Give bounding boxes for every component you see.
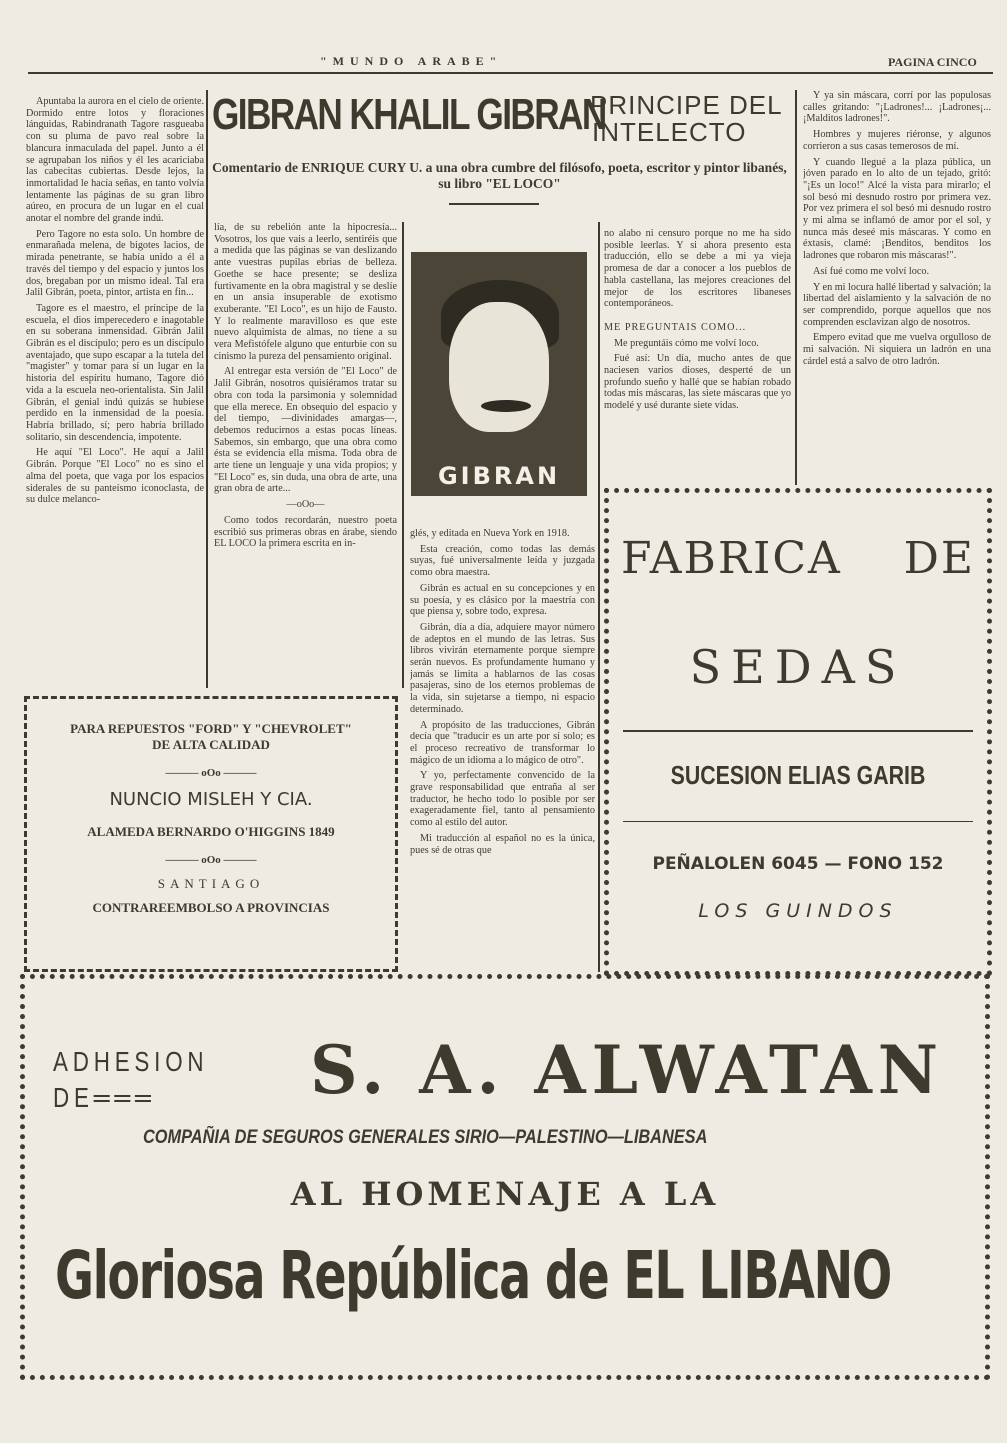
ad-sedas-title: SEDAS <box>689 640 907 694</box>
article-column-3 <box>410 528 595 973</box>
ad-rule <box>623 821 973 823</box>
paragraph: Como todos recordarán, nuestro poeta escribió sus primeras obras en árabe, siendo EL LOCO la primera escrita en in- <box>214 514 397 550</box>
ad-nuncio-misleh <box>24 696 398 972</box>
byline-rule <box>449 203 539 205</box>
paragraph: Pero Tagore no esta solo. Un hombre de enmarañada melena, de bigotes lacios, de mirada penetrante, se había unido a él a través del tiempo y del espacio y juntos los dos, bregaban por un mismo ideal. Tal era Jalil Gibrán, poeta, pintor, artista en fin... <box>26 228 204 299</box>
ad-sedas-word1: FABRICA <box>621 533 842 584</box>
subhead-line-1: PRINCIPE DEL <box>590 90 783 120</box>
paragraph: Fué así: Un día, mucho antes de que naciesen varios dioses, desperté de un profundo sueño y hallé que se habían robado todas mis máscaras, las siete máscaras que yo modelé y usé durante siete vidas. <box>604 353 791 412</box>
ad-sedas-address: PEÑALOLEN 6045 — FONO 152 <box>652 854 944 874</box>
article-column-4 <box>604 228 791 478</box>
ad-sedas-company: SUCESION ELIAS GARIB <box>670 759 926 790</box>
ad-alwatan-description: COMPAÑIA DE SEGUROS GENERALES SIRIO—PALESTINO—LIBANESA <box>143 1127 708 1148</box>
ad-alwatan <box>20 974 990 1380</box>
ad-adhesion-label <box>53 1044 208 1116</box>
column-divider <box>402 222 404 688</box>
paragraph: lía, de su rebelión ante la hipocresía... Vosotros, los que vais a leerlo, sentiréis que a medida que las páginas se van deslizando ante vuestras pupilas ebrias de belleza. Goethe se hace presente; se desliza furtivamente en la obra magistral y se deslíe en un ansia insuperable de exotismo exuberante. "El Loco", es un hijo de Fausto. Y lo realmente maravilloso es que este nuevo alquimista de almas, no tiene a su vera Mefistófele alguno que enturbie con su cinismo la pureza del pensamiento original. <box>214 222 397 362</box>
ad-ford-note: CONTRAREEMBOLSO A PROVINCIAS <box>92 900 330 915</box>
column-divider <box>598 222 600 972</box>
paragraph: Y ya sin máscara, corrí por las populosas calles gritando: "¡Ladrones!... ¡Ladrones¡... ¡Malditos ladrones!". <box>803 90 991 125</box>
ad-alwatan-republica: Gloriosa República de EL LIBANO <box>55 1237 891 1314</box>
article-column-5 <box>803 90 991 485</box>
article-column-1 <box>26 96 204 686</box>
paragraph: Apuntaba la aurora en el cielo de oriente. Dormido entre lotos y floraciones lánguidas, Rabindranath Tagore rasgueaba con su pluma de pavo real sobre la blancura inmaculada del papel. Junto a él se agrupaban los niños y él les acariciaba las cabecitas cubiertas. Desde lejos, la inmortalidad le hacía señas, en tanto volvía lentamente las páginas de su gran libro aúreo, en procura de un lugar en el cual anotar el nombre del grande indú. <box>26 96 204 225</box>
column-divider <box>795 90 797 485</box>
article-subhead <box>590 92 783 146</box>
ad-sedas-word2: DE <box>903 533 975 584</box>
paragraph: glés, y editada en Nueva York en 1918. <box>410 528 570 539</box>
ad-sedas-place: LOS GUINDOS <box>698 900 898 922</box>
portrait-face <box>449 302 549 432</box>
gibran-portrait-image <box>411 252 587 496</box>
ad-alwatan-homenaje: AL HOMENAJE A LA <box>290 1175 720 1213</box>
ad-sedas-heading <box>609 533 987 584</box>
paragraph: Me preguntáis cómo me volví loco. <box>614 337 759 349</box>
paragraph: Hombres y mujeres riéronse, y algunos corrieron a sus casas temerosos de mí. <box>803 129 991 152</box>
subhead-line-2: INTELECTO <box>592 117 747 147</box>
paragraph: Esta creación, como todas las demás suyas, fué universalmente leída y juzgada como obra maestra. <box>410 543 595 579</box>
paragraph: no alabo ni censuro porque no me ha sido posible leerlas. Y si ahora presento esta traducción, ello se debe a mi ya vieja promesa de dar a conocer a los pueblos de habla castellana, las mejores creaciones del mejor de los escritores libaneses contemporáneos. <box>604 228 791 310</box>
ornament-separator: ——— oOo ——— <box>165 767 257 779</box>
ad-ford-company: NUNCIO MISLEH Y CIA. <box>109 789 313 810</box>
paragraph: Empero evitad que me vuelva orgulloso de mi salvación. Ni siquiera un ladrón en una cárdel está a salvo de otro ladrón. <box>803 332 991 367</box>
ad-rule <box>623 730 973 732</box>
page-number: PAGINA CINCO <box>888 55 977 69</box>
ad-alwatan-company: S. A. ALWATAN <box>310 1031 945 1109</box>
article-byline: Comentario de ENRIQUE CURY U. a una obra cumbre del filósofo, poeta, escritor y pintor libanés, su libro "EL LOCO" <box>212 160 787 191</box>
header-rule <box>28 72 993 74</box>
adhesion-line1: ADHESION <box>53 1046 209 1077</box>
paragraph: A propósito de las traducciones, Gibrán decía que "traducir es un arte por sí solo; es el proceso recreativo de transformar lo mágico de un idioma a lo mágico de otro". <box>410 719 595 766</box>
masthead-title: "MUNDO ARABE" <box>320 54 503 68</box>
ad-ford-address: ALAMEDA BERNARDO O'HIGGINS 1849 <box>87 824 335 839</box>
paragraph: He aquí "El Loco". He aquí a Jalil Gibrán. Porque "El Loco" no es sino el alma del poeta, que vaga por los espacios siderales de su panteísmo iconoclasta, de su dulce melanco- <box>26 447 204 506</box>
portrait-mustache <box>481 400 531 412</box>
portrait-label: GIBRAN <box>437 462 561 490</box>
paragraph: Y yo, perfectamente convencido de la grave responsabilidad que entraña al ser traductor, he hecho todo lo posible por ser exageradamente fiel, tanto al pensamiento como al estilo del autor. <box>410 770 595 829</box>
section-separator: —oOo— <box>286 499 325 511</box>
ornament-separator: ——— oOo ——— <box>165 854 257 866</box>
ad-fabrica-sedas <box>604 488 992 976</box>
article-column-2 <box>214 222 397 688</box>
ad-ford-city: SANTIAGO <box>157 876 265 891</box>
section-heading: ME PREGUNTAIS COMO... <box>604 321 747 333</box>
paragraph: Mi traducción al español no es la única, pues sé de otras que <box>410 832 595 856</box>
paragraph: Y cuando llegué a la plaza pública, un jóven parado en lo alto de un tejado, gritó: "¡Es un loco!" Alcé la vista para mirarlo; el sol besó mi desnudo rostro por primera vez. Por vez primera el sol besó mi desnudo rostro y mi alma se inflamó de amor por el sol, y nunca más deseé mis máscaras. Y como en éxtasis, clamé: ¡Benditos, benditos los ladrones que robaron mis máscaras!". <box>803 156 991 262</box>
paragraph: Gibrán es actual en su concepciones y en su poesía, y es clásico por la maestría con que piensa y, sobre todo, expresa. <box>410 582 595 618</box>
ad-ford-line2: DE ALTA CALIDAD <box>152 737 270 752</box>
column-divider <box>206 90 208 688</box>
paragraph: Así fué como me volví loco. <box>813 265 930 277</box>
adhesion-line2: DE═══ <box>53 1082 156 1113</box>
ad-ford-line1: PARA REPUESTOS "FORD" Y "CHEVROLET" <box>70 721 352 736</box>
paragraph: Al entregar esta versión de "El Loco" de Jalil Gibrán, nosotros quisiéramos tratar su obra con toda la parsimonia y solemnidad que ella merece. En obsequio del espacio y del tiempo, —divinidades amargas—, debemos reducirnos a estas pocas líneas. Sabemos, sin embargo, que una obra como ésta se evidencia ella misma. Toda obra de arte tiene un lenguaje y una vida propios; y "El Loco" es, sin duda, una obra de arte, una gran obra de arte... <box>214 366 397 495</box>
paragraph: Gibrán, día a día, adquiere mayor número de adeptos en el mundo de las letras. Sus libros vivirán eternamente porque siempre serán nuevos. Es profundamente humano y jamás se limita a hablarnos de las cosas pasajeras, sino de los eternos problemas de la vida, sin sujetarse a tiempo, ni espacio determinado. <box>410 621 595 715</box>
article-headline: GIBRAN KHALIL GIBRAN <box>212 90 606 139</box>
paragraph: Y en mi locura hallé libertad y salvación; la libertad del aislamiento y la salvación de no ser comprendido, porque aquellos que nos comprenden esclavizan algo de nosotros. <box>803 281 991 328</box>
paragraph: Tagore es el maestro, el príncipe de la escuela, el dios imperecedero e inagotable en su soberana inmensidad. Gibrán Jalil Gibrán es el discípulo; pero es un discípulo aventajado, que supo escapar a la tutela del "magister" y tomar para sí un lugar en la historia del espíritu humano, Tagore dió vida a la escuela neo-orientalista. Sin Jalil Gibrán, el genial indú quizás se hubiese perdido en la inmensidad de la poesía. Habría brillado, sí; pero habría brillado solitario, sin descendencia, impotente. <box>26 302 204 443</box>
